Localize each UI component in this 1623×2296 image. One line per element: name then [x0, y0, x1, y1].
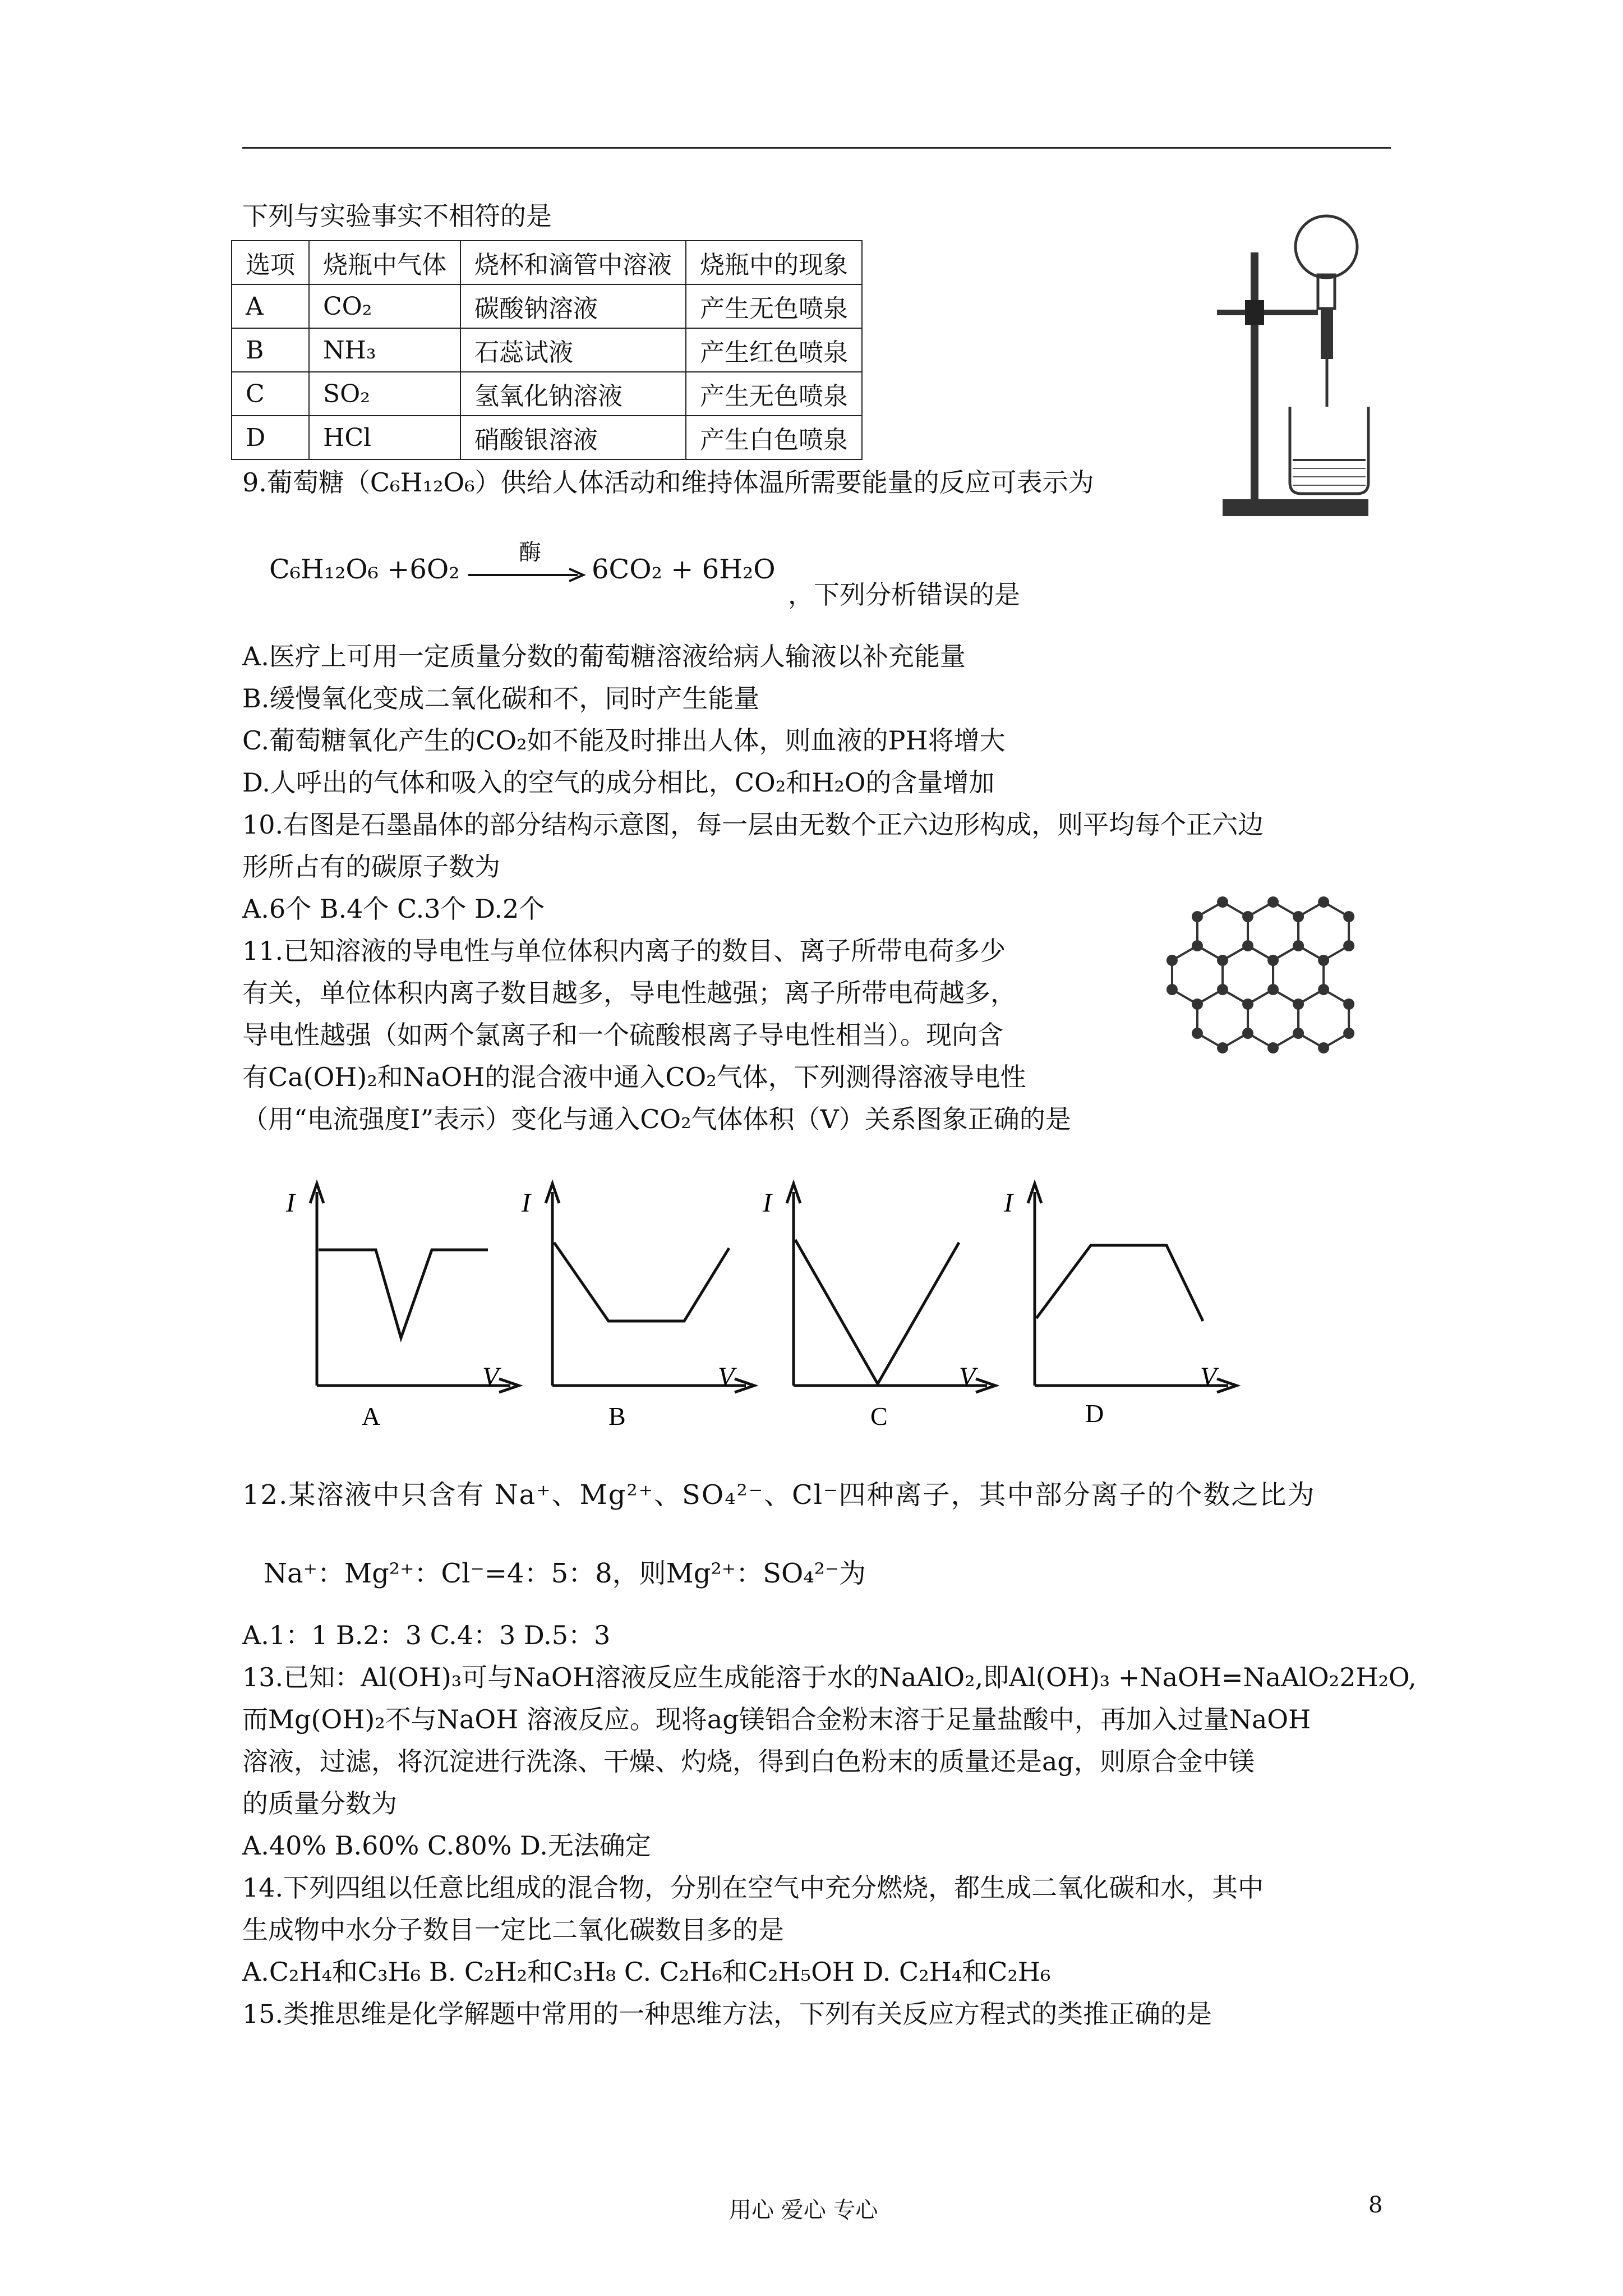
- q12-line2: Na⁺：Mg²⁺：Cl⁻=4：5：8，则Mg²⁺：SO₄²⁻为: [264, 1558, 866, 1589]
- table-cell: SO₂: [309, 372, 460, 416]
- carbon-atom: [1242, 911, 1253, 922]
- q13-line3: 溶液，过滤，将沉淀进行洗涤、干燥、灼烧，得到白色粉末的质量还是ag，则原合金中镁: [242, 1746, 1255, 1777]
- table-cell: 产生红色喷泉: [686, 328, 862, 372]
- q9-eq-condition: 酶: [519, 540, 541, 565]
- graph-a: [275, 1170, 527, 1433]
- q13-options: A.40% B.60% C.80% D.无法确定: [242, 1830, 651, 1861]
- q14-line2: 生成物中水分子数目一定比二氧化碳数目多的是: [242, 1915, 784, 1945]
- q9-eq-tail: ，下列分析错误的是: [788, 579, 1020, 610]
- carbon-atom: [1293, 1028, 1304, 1039]
- table-cell: HCl: [309, 416, 460, 459]
- table-cell: 产生无色喷泉: [686, 372, 862, 416]
- q10-options: A.6个 B.4个 C.3个 D.2个: [242, 894, 545, 924]
- footer-motto: 用心 爱心 专心: [729, 2197, 878, 2223]
- table-header-cell: 选项: [232, 241, 309, 284]
- hexagon-ring: [1248, 990, 1298, 1048]
- carbon-atom: [1267, 955, 1279, 966]
- axis-i-label: I: [286, 1188, 295, 1218]
- q10-line1: 10.右图是石墨晶体的部分结构示意图，每一层由无数个正六边形构成，则平均每个正六边: [242, 809, 1264, 840]
- intro-text: 下列与实验事实不相符的是: [242, 201, 552, 231]
- carbon-atom: [1242, 940, 1253, 951]
- table-header-cell: 烧杯和滴管中溶液: [460, 241, 686, 284]
- carbon-atom: [1267, 984, 1279, 995]
- hexagon-ring: [1273, 946, 1324, 1004]
- graph-d: [993, 1170, 1245, 1433]
- q13-line1: 13.已知：Al(OH)₃可与NaOH溶液反应生成能溶于水的NaAlO₂,即Al(OH)₃ +NaOH=NaAlO₂2H₂O,: [242, 1662, 1417, 1692]
- table-row: [232, 328, 862, 372]
- table-cell: C: [232, 372, 309, 416]
- table-cell: 碳酸钠溶液: [460, 284, 686, 328]
- carbon-atom: [1192, 1028, 1203, 1039]
- carbon-atom: [1217, 984, 1228, 995]
- table-cell: B: [232, 328, 309, 372]
- q11-line2: 有关，单位体积内离子数目越多，导电性越强；离子所带电荷越多，: [242, 978, 1016, 1008]
- q13-line4: 的质量分数为: [242, 1788, 397, 1819]
- fountain-apparatus-illustration: [1206, 213, 1391, 527]
- q9-stem: 9.葡萄糖（C₆H₁₂O₆）供给人体活动和维持体温所需要能量的反应可表示为: [242, 467, 1094, 498]
- axis-v-label: V: [959, 1362, 976, 1392]
- axis-v-label: V: [718, 1362, 735, 1392]
- table-row: [232, 416, 862, 459]
- q14-options: A.C₂H₄和C₃H₆ B. C₂H₂和C₃H₈ C. C₂H₆和C₂H₅OH D. C₂H₄和C₂H₆: [242, 1957, 1051, 1987]
- graph-c: [751, 1170, 1004, 1433]
- carbon-atom: [1318, 896, 1329, 908]
- carbon-atom: [1318, 1042, 1329, 1053]
- hexagon-ring: [1223, 946, 1273, 1004]
- q15-line1: 15.类推思维是化学解题中常用的一种思维方法，下列有关反应方程式的类推正确的是: [242, 1999, 1212, 2029]
- carbon-atom: [1267, 896, 1279, 908]
- carbon-atom: [1318, 984, 1329, 995]
- axis-v-label: V: [1200, 1362, 1217, 1392]
- table-cell: 石蕊试液: [460, 328, 686, 372]
- table-cell: 氢氧化钠溶液: [460, 372, 686, 416]
- table-header-cell: 烧瓶中气体: [309, 241, 460, 284]
- q9-option-b: B.缓慢氧化变成二氧化碳和不，同时产生能量: [242, 683, 760, 714]
- carbon-atom: [1217, 955, 1228, 966]
- carbon-atom: [1192, 940, 1203, 951]
- hexagon-ring: [1298, 902, 1349, 960]
- reaction-arrow-icon: [468, 567, 586, 583]
- axis-v-label: V: [482, 1362, 499, 1392]
- hexagon-ring: [1197, 990, 1248, 1048]
- carbon-atom: [1217, 1042, 1228, 1053]
- hexagon-ring: [1248, 902, 1298, 960]
- carbon-atom: [1192, 911, 1203, 922]
- table-cell: A: [232, 284, 309, 328]
- table-header-cell: 烧瓶中的现象: [686, 241, 862, 284]
- hexagon-ring: [1172, 946, 1223, 1004]
- graph-label: A: [362, 1402, 381, 1430]
- table-cell: 硝酸银溶液: [460, 416, 686, 459]
- axis-i-label: I: [763, 1188, 772, 1218]
- carbon-atom: [1166, 955, 1178, 966]
- table-cell: 产生白色喷泉: [686, 416, 862, 459]
- carbon-atom: [1343, 911, 1354, 922]
- carbon-atom: [1343, 1028, 1354, 1039]
- table-cell: D: [232, 416, 309, 459]
- carbon-atom: [1242, 1028, 1253, 1039]
- q10-line2: 形所占有的碳原子数为: [242, 852, 500, 882]
- hexagon-ring: [1197, 902, 1248, 960]
- axis-i-label: I: [1004, 1188, 1013, 1218]
- q11-line4: 有Ca(OH)₂和NaOH的混合液中通入CO₂气体，下列测得溶液导电性: [242, 1062, 1026, 1092]
- carbon-atom: [1293, 999, 1304, 1010]
- page-number: 8: [1368, 2192, 1383, 2218]
- carbon-atom: [1343, 999, 1354, 1010]
- q11-line1: 11.已知溶液的导电性与单位体积内离子的数目、离子所带电荷多少: [242, 936, 1006, 966]
- q12-line1: 12.某溶液中只含有 Na⁺、Mg²⁺、SO₄²⁻、Cl⁻四种离子，其中部分离子的个数之比为: [242, 1479, 1316, 1511]
- carbon-atom: [1217, 896, 1228, 908]
- hexagon-ring: [1298, 990, 1349, 1048]
- graph-label: B: [608, 1402, 626, 1430]
- carbon-atom: [1293, 911, 1304, 922]
- q13-line2: 而Mg(OH)₂不与NaOH 溶液反应。现将ag镁铝合金粉末溶于足量盐酸中，再加入过量NaOH: [242, 1704, 1311, 1734]
- header-rule: [242, 147, 1391, 149]
- graphite-structure-diagram: [1161, 881, 1380, 1088]
- q9-eq-right: 6CO₂ + 6H₂O: [592, 554, 776, 585]
- carbon-atom: [1343, 940, 1354, 951]
- table-cell: 产生无色喷泉: [686, 284, 862, 328]
- carbon-atom: [1242, 999, 1253, 1010]
- graph-b: [510, 1170, 763, 1433]
- q12-options: A.1：1 B.2：3 C.4：3 D.5：3: [242, 1620, 611, 1650]
- q9-option-a: A.医疗上可用一定质量分数的葡萄糖溶液给病人输液以补充能量: [242, 641, 966, 671]
- carbon-atom: [1318, 955, 1329, 966]
- carbon-atom: [1192, 999, 1203, 1010]
- q14-line1: 14.下列四组以任意比组成的混合物，分别在空气中充分燃烧，都生成二氧化碳和水，其中: [242, 1872, 1264, 1903]
- table-cell: CO₂: [309, 284, 460, 328]
- carbon-atom: [1267, 1042, 1279, 1053]
- q11-line5: （用“电流强度I”表示）变化与通入CO₂气体体积（V）关系图象正确的是: [242, 1104, 1071, 1134]
- graph-label: D: [1085, 1399, 1104, 1428]
- experiment-table: [231, 240, 863, 460]
- graph-label: C: [870, 1402, 888, 1430]
- q9-eq-left: C₆H₁₂O₆ +6O₂: [269, 554, 460, 585]
- table-cell: NH₃: [309, 328, 460, 372]
- table-row: [232, 284, 862, 328]
- q9-option-c: C.葡萄糖氧化产生的CO₂如不能及时排出人体，则血液的PH将增大: [242, 725, 1006, 756]
- table-row: [232, 372, 862, 416]
- q11-line3: 导电性越强（如两个氯离子和一个硫酸根离子导电性相当）。现向含: [242, 1020, 1003, 1050]
- table-header-row: [232, 241, 862, 284]
- q9-option-d: D.人呼出的气体和吸入的空气的成分相比，CO₂和H₂O的含量增加: [242, 767, 995, 798]
- carbon-atom: [1166, 984, 1178, 995]
- axis-i-label: I: [522, 1188, 531, 1218]
- carbon-atom: [1293, 940, 1304, 951]
